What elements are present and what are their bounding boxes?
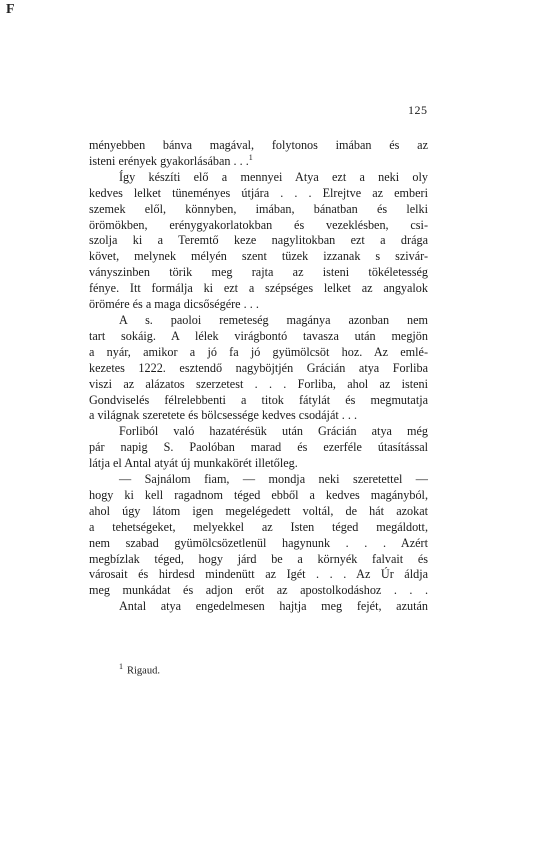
text-line-content: kedves lelket tüneményes útjára . . . Elrejtve az emberi (89, 185, 428, 200)
text-line (89, 599, 428, 615)
text-line (89, 504, 428, 520)
text-line (89, 472, 428, 488)
text-line (89, 170, 428, 186)
text-line-content: tart sokáig. A lélek virágbontó tavasza után megjön (89, 328, 428, 343)
text-line-content: Antal atya engedelmesen hajtja meg fejét, azután (119, 599, 428, 614)
text-line (89, 233, 428, 249)
text-line (89, 424, 428, 440)
text-line (89, 377, 428, 393)
text-line-content: kezetes 1222. esztendő nagyböjtjén Grácián atya Forliba (89, 360, 428, 375)
text-line (89, 552, 428, 568)
footnote-reference: 1 (248, 152, 253, 162)
footnote (119, 662, 160, 677)
text-line-content: Gondviselés félrelebbenti a titok fátylát és megmutatja (89, 392, 428, 407)
text-line (89, 361, 428, 377)
text-line-content: pár napig S. Paolóban marad és ezerféle útasítással (89, 440, 428, 455)
text-line (89, 249, 428, 265)
text-line-content: szolja ki a Teremtő keze nagylitokban ezt a drága (89, 233, 428, 248)
text-line (89, 393, 428, 409)
text-line-content: fénye. Itt formálja ki ezt a szépséges lelket az angyalok (89, 281, 428, 296)
text-line-content: ahol úgy látom igen megelégedett voltál, de hát azokat (89, 503, 428, 518)
text-line-content: Így készíti elő a mennyei Atya ezt a neki oly (119, 169, 428, 184)
text-line-content: hogy ki kell ragadnom téged ebből a kedves magányból, (89, 487, 428, 502)
footnote-text: Rigaud. (127, 665, 160, 677)
text-line (89, 520, 428, 536)
text-line (89, 329, 428, 345)
text-line (89, 154, 428, 170)
text-line-content: örömökben, erénygyakorlatokban és vezeklésben, csi- (89, 217, 428, 232)
text-line (89, 345, 428, 361)
text-line (89, 297, 428, 313)
text-line (89, 281, 428, 297)
text-line (89, 488, 428, 504)
body-text (89, 138, 428, 615)
text-line (89, 186, 428, 202)
text-line-content: látja el Antal atyát új munkakörét illetőleg. (89, 456, 298, 471)
text-line (89, 202, 428, 218)
text-line-content: meg munkádat és adjon erőt az apostolkodáshoz . . . (89, 583, 428, 598)
text-line (89, 218, 428, 234)
corner-mark: F (6, 2, 15, 17)
text-line-content: megbízlak téged, hogy járd be a környék falvait és (89, 551, 428, 566)
footnote-number: 1 (119, 662, 123, 671)
text-line-content: örömére és a maga dicsőségére . . . (89, 297, 259, 312)
text-line (89, 583, 428, 599)
text-line (89, 265, 428, 281)
text-line-content: Forliból való hazatérésük után Grácián atya még (119, 424, 428, 439)
text-line-content: a nyár, amikor a jó fa jó gyümölcsöt hoz. Az emlé- (89, 344, 428, 359)
text-line-content: isteni erények gyakorlásában . . . (89, 153, 249, 168)
text-line-content: nem szabad gyümölcsözetlenül hagynunk . . . Azért (89, 535, 428, 550)
text-line (89, 567, 428, 583)
text-line-content: követ, melynek mélyén szent tüzek izzanak s szivár- (89, 249, 428, 264)
page-number: 125 (408, 103, 428, 117)
text-line-content: szemek elől, könnyben, imában, bánatban és lelki (89, 201, 428, 216)
text-line (89, 313, 428, 329)
text-line-content: ványszinben törik meg rajta az isteni tökéletesség (89, 265, 428, 280)
text-line-content: ményebben bánva magával, folytonos imában és az (89, 138, 428, 152)
text-line-content: viszi az alázatos szerzetest . . . Forliba, ahol az isteni (89, 376, 428, 391)
text-line-content: a tehetségeket, melyekkel az Isten téged megáldott, (89, 519, 428, 534)
text-line-content: városait és hirdesd mindenütt az Igét . . . Az Úr áldja (89, 567, 428, 582)
text-line-content: — Sajnálom fiam, — mondja neki szeretettel — (119, 472, 428, 487)
text-line (89, 456, 428, 472)
text-line-content: A s. paoloi remeteség magánya azonban nem (119, 312, 428, 327)
text-line (89, 536, 428, 552)
text-line-content: a világnak szeretete és bölcsessége kedves csodáját . . . (89, 408, 358, 423)
text-line (89, 138, 428, 154)
text-line (89, 440, 428, 456)
text-line (89, 408, 428, 424)
